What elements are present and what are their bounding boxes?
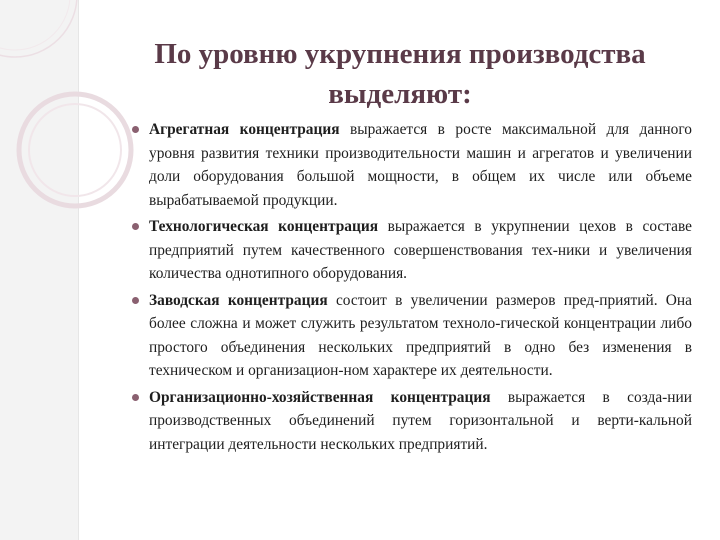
bullet-dot-icon [132,394,139,401]
bullet-item-organizational [132,386,692,457]
bullet-text: выражается в созда-нии производственных объединений путем горизонтальной и верти-кальной интеграции деятельности нескольких предприятий. [149,388,693,453]
slide-title: По уровню укрупнения производства выделяют: [154,38,646,110]
bullet-dot-icon [132,297,139,304]
bullet-term: Технологическая концентрация [149,218,379,235]
bullet-term: Организационно-хозяйственная концентрация [149,388,491,406]
bullet-term: Заводская концентрация [149,291,328,309]
bullet-text: выражается в росте максимальной для данного уровня развития техники производительности машин и агрегатов и увеличении доли оборудования большой мощности, в общем их числе или объеме вырабатываемой продукции. [149,121,692,209]
bullet-item-plant [132,289,692,383]
bullet-text: выражается в укрупнении цехов в составе предприятий путем качественного совершенствования тех-ники и увеличения количества однотипного оборудования. [149,218,692,282]
bullet-dot-icon [132,223,139,230]
bullet-term: Агрегатная концентрация [149,121,340,138]
bullet-dot-icon [132,126,139,133]
bullet-item-aggregate [132,118,692,212]
bullet-list [132,118,692,459]
left-side-panel [0,0,79,540]
bullet-item-technological [132,215,692,286]
bullet-text: состоит в увеличении размеров пред-приятий. Она более сложна и может служить результатом техноло-гической концентрации либо простого объединения нескольких предприятий в одно без изменения в техническом и организацион-ном характере их деятельности. [149,291,692,379]
